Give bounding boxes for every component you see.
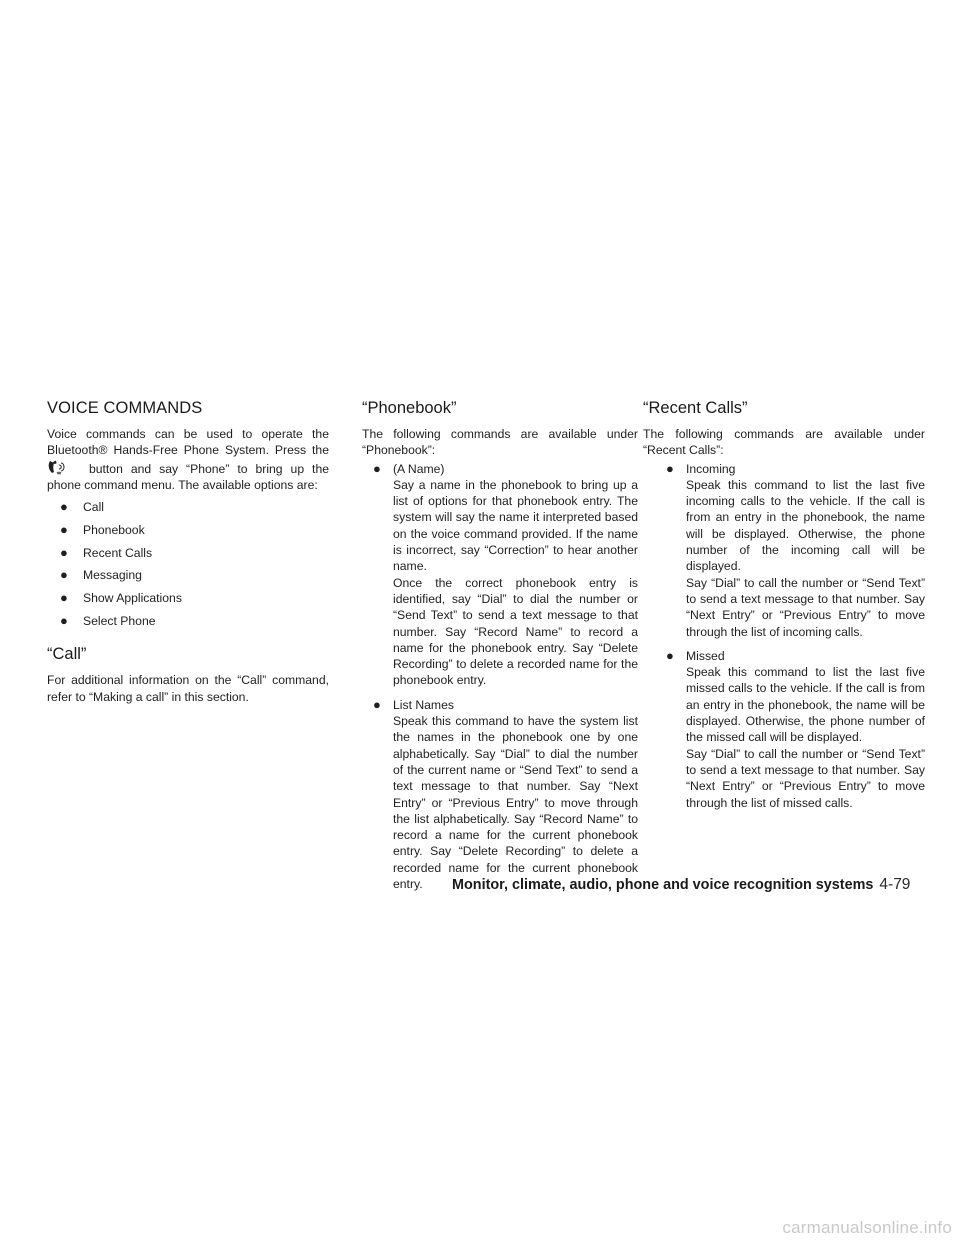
phonebook-heading: “Phonebook” <box>362 399 457 417</box>
bullet-icon: ● <box>373 696 381 712</box>
command-description: Speak this command to list the last five incoming calls to the vehicle. If the call is from an entry in the phonebook, the name will be displayed. Otherwise, the phone number of the incoming call will be displayed. <box>686 477 925 574</box>
voice-commands-intro <box>47 426 329 493</box>
bullet-icon: ● <box>373 460 381 476</box>
command-description: Once the correct phonebook entry is identified, say “Dial” to dial the number or “Send Text” to send a text message to that number. Say “Record Name” to record a name for the phonebook entry. Say “Delete Recording” to delete a recorded name for the phonebook entry. <box>393 575 638 688</box>
page-number: 4-79 <box>879 876 911 893</box>
list-item <box>666 648 925 811</box>
column-phonebook <box>362 398 638 900</box>
bullet-icon: ● <box>666 647 674 663</box>
intro-after-icon: button and say “Phone” to bring up the phone command menu. The available options are: <box>47 461 329 492</box>
watermark: carmanualsonline.info <box>782 1218 952 1237</box>
recent-calls-intro: The following commands are available under “Recent Calls”: <box>643 427 925 458</box>
list-item: ● Select Phone <box>60 610 329 633</box>
recent-calls-commands-list <box>643 461 925 811</box>
command-description: Say a name in the phonebook to bring up a list of options for that phonebook entry. The system will say the name it interpreted based on the voice command provided. If the name is incorrect, say “Correction” to hear another name. <box>393 477 638 574</box>
list-item <box>666 461 925 640</box>
column-recent-calls <box>643 398 925 819</box>
list-item <box>373 461 638 689</box>
list-item <box>373 697 638 893</box>
bullet-icon: ● <box>60 521 68 537</box>
command-name: List Names <box>393 697 454 712</box>
list-item: ● Show Applications <box>60 587 329 610</box>
voice-commands-heading: VOICE COMMANDS <box>47 399 203 417</box>
bullet-icon: ● <box>60 544 68 560</box>
list-item: ● Call <box>60 496 329 519</box>
command-description: Say “Dial” to call the number or “Send Text” to send a text message to that number. Say “Next Entry” or “Previous Entry” to move through the list of missed calls. <box>686 746 925 810</box>
bullet-icon: ● <box>666 460 674 476</box>
command-description: Speak this command to have the system list the names in the phonebook one by one alphabetically. Say “Dial” to dial the number of the current name or “Send Text” to send a text message to that number. Say “Next Entry” or “Previous Entry” to move through the list alphabetically. Say “Record Name” to record a name for the current phonebook entry. Say “Delete Recording” to delete a recorded name for the current phonebook entry. <box>393 714 638 892</box>
voice-options-list <box>47 496 329 632</box>
bullet-icon: ● <box>60 499 68 515</box>
command-name: Incoming <box>686 461 736 476</box>
page-footer <box>452 876 910 894</box>
recent-calls-heading: “Recent Calls” <box>643 399 748 417</box>
column-voice-commands <box>47 398 329 705</box>
phonebook-commands-list <box>362 461 638 893</box>
intro-before-icon: Voice commands can be used to operate the Bluetooth® Hands-Free Phone System. Press the <box>47 427 329 458</box>
phonebook-intro: The following commands are available under “Phonebook”: <box>362 427 638 458</box>
bullet-icon: ● <box>60 589 68 605</box>
phone-talk-icon <box>47 459 81 475</box>
list-item: ● Messaging <box>60 564 329 587</box>
bullet-icon: ● <box>60 612 68 628</box>
call-heading: “Call” <box>47 645 87 664</box>
list-item: ● Phonebook <box>60 519 329 542</box>
call-text: For additional information on the “Call” command, refer to “Making a call” in this section. <box>47 673 329 704</box>
section-title: Monitor, climate, audio, phone and voice recognition systems <box>452 877 874 893</box>
command-name: Missed <box>686 648 725 663</box>
command-description: Speak this command to list the last five missed calls to the vehicle. If the call is from an entry in the phonebook, the name will be displayed. Otherwise, the phone number of the missed call will be displayed. <box>686 665 925 745</box>
bullet-icon: ● <box>60 567 68 583</box>
command-description: Say “Dial” to call the number or “Send Text” to send a text message to that number. Say “Next Entry” or “Previous Entry” to move through the list of incoming calls. <box>686 575 925 639</box>
command-name: (A Name) <box>393 461 445 476</box>
list-item: ● Recent Calls <box>60 542 329 565</box>
